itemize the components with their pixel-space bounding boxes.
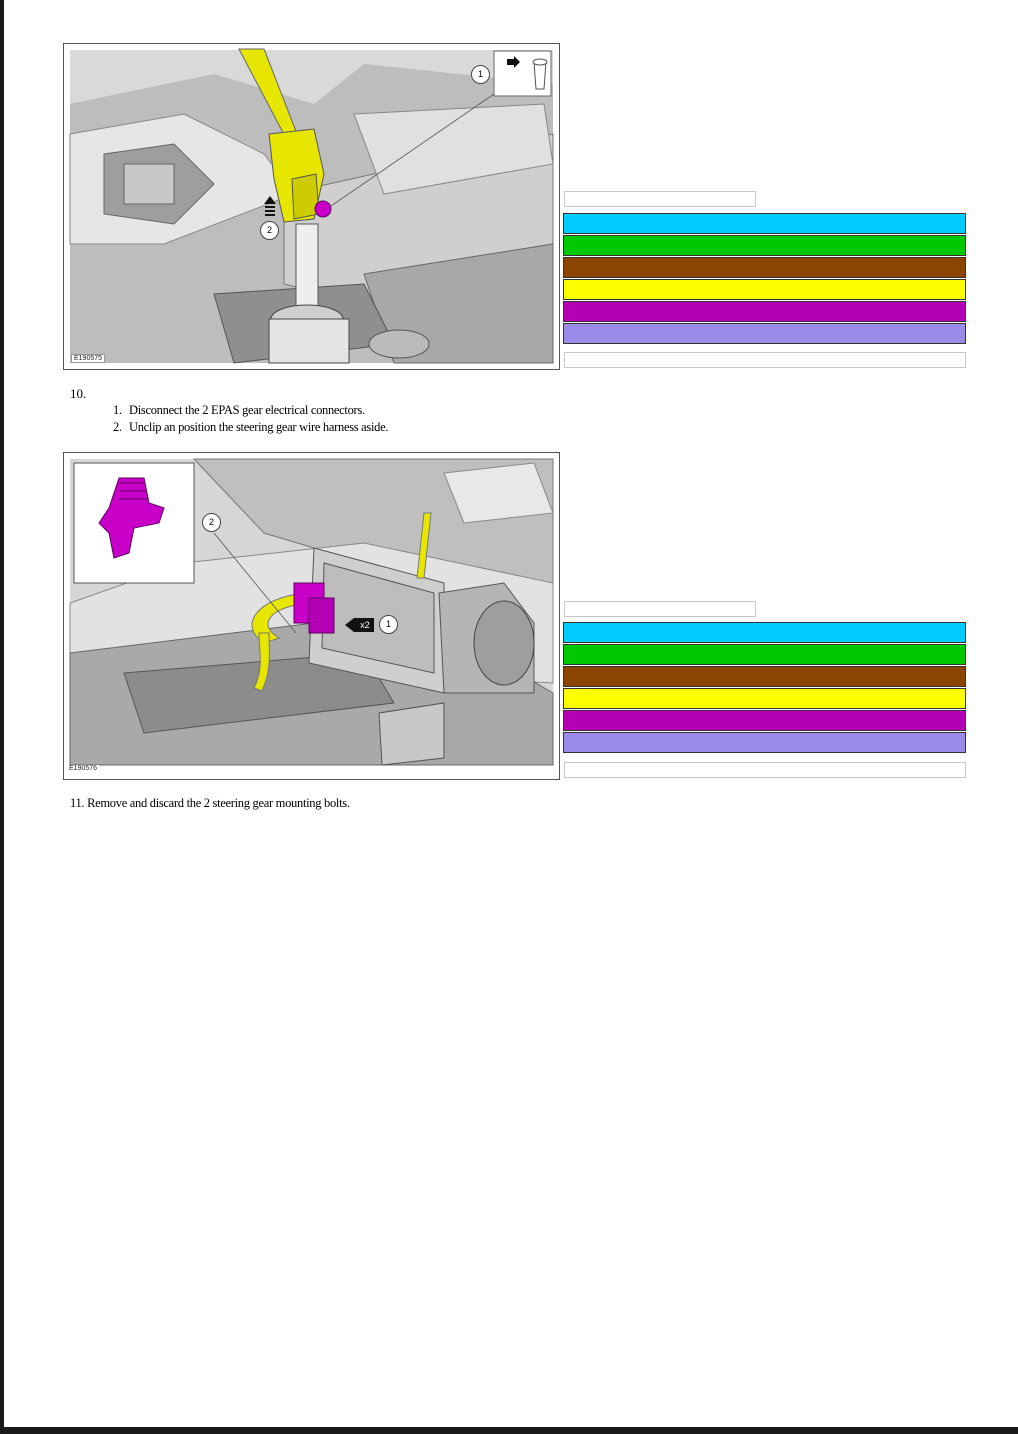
legend-title-field[interactable] — [564, 601, 756, 617]
legend-note-field[interactable] — [564, 352, 966, 368]
legend-swatch-magenta — [563, 301, 966, 322]
legend-title-field[interactable] — [564, 191, 756, 207]
figure-epas-connectors — [63, 452, 560, 780]
legend-swatch-green — [563, 235, 966, 256]
quantity-badge: x2 — [360, 620, 370, 630]
legend-swatch-brown — [563, 666, 966, 687]
legend-swatch-magenta — [563, 710, 966, 731]
step-11 — [70, 796, 350, 811]
callout-1: 1 — [379, 615, 398, 634]
callout-1: 1 — [471, 65, 490, 84]
legend-swatch-yellow — [563, 279, 966, 300]
step-number: 11. — [70, 796, 85, 810]
legend-swatch-yellow — [563, 688, 966, 709]
substep-number: 2. — [113, 420, 122, 434]
step-number: 10. — [70, 386, 87, 401]
page-bottom-border — [0, 1427, 1018, 1434]
legend-swatch-cyan — [563, 622, 966, 643]
color-legend — [563, 622, 966, 754]
substep-item — [113, 402, 388, 419]
legend-swatch-green — [563, 644, 966, 665]
callout-2: 2 — [260, 221, 279, 240]
legend-swatch-cyan — [563, 213, 966, 234]
epas-connector-illustration — [64, 453, 559, 779]
step-text: Remove and discard the 2 steering gear mounting bolts. — [87, 796, 350, 810]
callout-2: 2 — [202, 513, 221, 532]
steering-shaft-illustration — [64, 44, 559, 369]
figure-steering-shaft — [63, 43, 560, 370]
color-legend — [563, 213, 966, 345]
legend-swatch-brown — [563, 257, 966, 278]
figure-id-label: E190575 — [71, 354, 105, 363]
figure-id-label: E190576 — [69, 765, 98, 772]
substep-list — [113, 402, 388, 436]
substep-item — [113, 419, 388, 436]
page-left-border — [0, 0, 4, 1434]
substep-text: Disconnect the 2 EPAS gear electrical connectors. — [129, 403, 365, 417]
substep-text: Unclip an position the steering gear wire harness aside. — [129, 420, 389, 434]
legend-swatch-lavender — [563, 323, 966, 344]
legend-swatch-lavender — [563, 732, 966, 753]
legend-note-field[interactable] — [564, 762, 966, 778]
substep-number: 1. — [113, 403, 122, 417]
